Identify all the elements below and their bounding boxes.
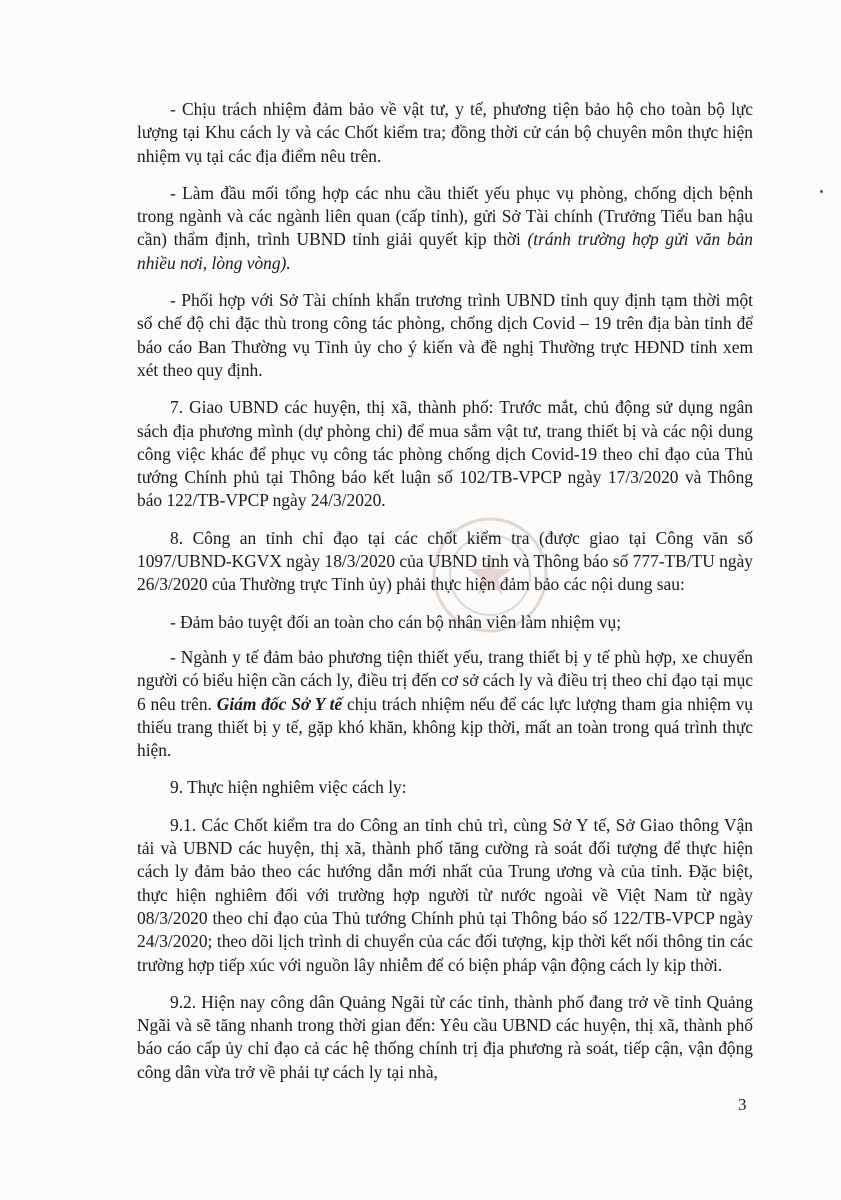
paragraph-3 — [137, 289, 753, 382]
text-run: 7. Giao UBND các huyện, thị xã, thành phố: Trước mắt, chủ động sử dụng ngân sách địa phương mình (dự phòng chi) để mua sắm vật tư, trang thiết bị và các nội dung công việc khác để phục vụ công tác phòng chống dịch Covid-19 theo chỉ đạo của Thủ tướng Chính phủ tại Thông báo kết luận số 102/TB-VPCP ngày 17/3/2020 và Thông báo 122/TB-VPCP ngày 24/3/2020. — [137, 397, 753, 511]
text-run: - Phối hợp với Sở Tài chính khẩn trương trình UBND tỉnh quy định tạm thời một số chế độ chi đặc thù trong công tác phòng, chống dịch Covid – 19 trên địa bàn tỉnh để báo cáo Ban Thường vụ Tỉnh ủy cho ý kiến và đề nghị Thường trực HĐND tỉnh xem xét theo quy định. — [137, 290, 753, 380]
document-body — [137, 98, 753, 1098]
text-run: - Đảm bảo tuyệt đối an toàn cho cán bộ nhân viên làm nhiệm vụ; — [170, 611, 622, 632]
paragraph-4 — [137, 396, 753, 512]
text-run: - Ngành y tế đảm bảo phương tiện thiết yếu, trang thiết bị y tế phù hợp, xe chuyển người có biểu hiện cần cách ly, điều trị đến cơ sở cách ly và điều trị theo chỉ đạo tại mục 6 nêu trên. — [137, 646, 753, 714]
paragraph-5 — [137, 527, 753, 597]
text-run: 9. Thực hiện nghiêm việc cách ly: — [170, 777, 407, 798]
paragraph-8 — [137, 776, 753, 799]
text-run: chịu trách nhiệm nếu để các lực lượng tham gia nhiệm vụ thiếu trang thiết bị y tế, gặp khó khăn, không kịp thời, mất an toàn trong quá trình thực hiện. — [137, 693, 753, 761]
scan-speck — [820, 190, 823, 193]
text-run: - Chịu trách nhiệm đảm bảo về vật tư, y tế, phương tiện bảo hộ cho toàn bộ lực lượng tại Khu cách ly và các Chốt kiểm tra; đồng thời cử cán bộ chuyên môn thực hiện nhiệm vụ tại các địa điểm nêu trên. — [137, 99, 753, 166]
paragraph-7 — [137, 646, 753, 762]
paragraph-2 — [137, 182, 753, 275]
text-run: 8. Công an tỉnh chỉ đạo tại các chốt kiểm tra (được giao tại Công văn số 1097/UBND-KGVX ngày 18/3/2020 của UBND tỉnh và Thông báo số 777-TB/TU ngày 26/3/2020 của Thường trực Tỉnh ủy) phải thực hiện đảm bảo các nội dung sau: — [137, 527, 753, 595]
paragraph-9 — [137, 814, 753, 977]
text-run: (tránh trường hợp gửi văn bản nhiều nơi, lòng vòng). — [137, 229, 753, 273]
text-run: 9.1. Các Chốt kiểm tra do Công an tỉnh chủ trì, cùng Sở Y tế, Sở Giao thông Vận tải và UBND các huyện, thị xã, thành phố tăng cường rà soát đối tượng để thực hiện cách ly đảm bảo theo các hướng dẫn mới nhất của Trung ương và của tỉnh. Đặc biệt, thực hiện nghiêm đối với trường hợp người từ nước ngoài về Việt Nam từ ngày 08/3/2020 theo chỉ đạo của Thủ tướng Chính phủ tại Thông báo số 122/TB-VPCP ngày 24/3/2020; theo dõi lịch trình di chuyển của các đối tượng, kịp thời kết nối thông tin các trường hợp tiếp xúc với nguồn lây nhiễm để có biện pháp vận động cách ly kịp thời. — [137, 814, 753, 975]
paragraph-6 — [137, 611, 753, 634]
paragraph-10 — [137, 991, 753, 1084]
page-number: 3 — [738, 1095, 747, 1114]
text-run: - Làm đầu mối tổng hợp các nhu cầu thiết yếu phục vụ phòng, chống dịch bệnh trong ngành và các ngành liên quan (cấp tỉnh), gửi Sở Tài chính (Trưởng Tiểu ban hậu cần) thẩm định, trình UBND tỉnh giải quyết kịp thời — [137, 182, 753, 250]
paragraph-1 — [137, 98, 753, 168]
text-run: 9.2. Hiện nay công dân Quảng Ngãi từ các tỉnh, thành phố đang trở về tỉnh Quảng Ngãi và sẽ tăng nhanh trong thời gian đến: Yêu cầu UBND các huyện, thị xã, thành phố báo cáo cấp ủy chỉ đạo cả các hệ thống chính trị địa phương rà soát, tiếp cận, vận động công dân vừa trở về phải tự cách ly tại nhà, — [137, 991, 753, 1082]
text-run: Giám đốc Sở Y tế — [216, 693, 343, 714]
